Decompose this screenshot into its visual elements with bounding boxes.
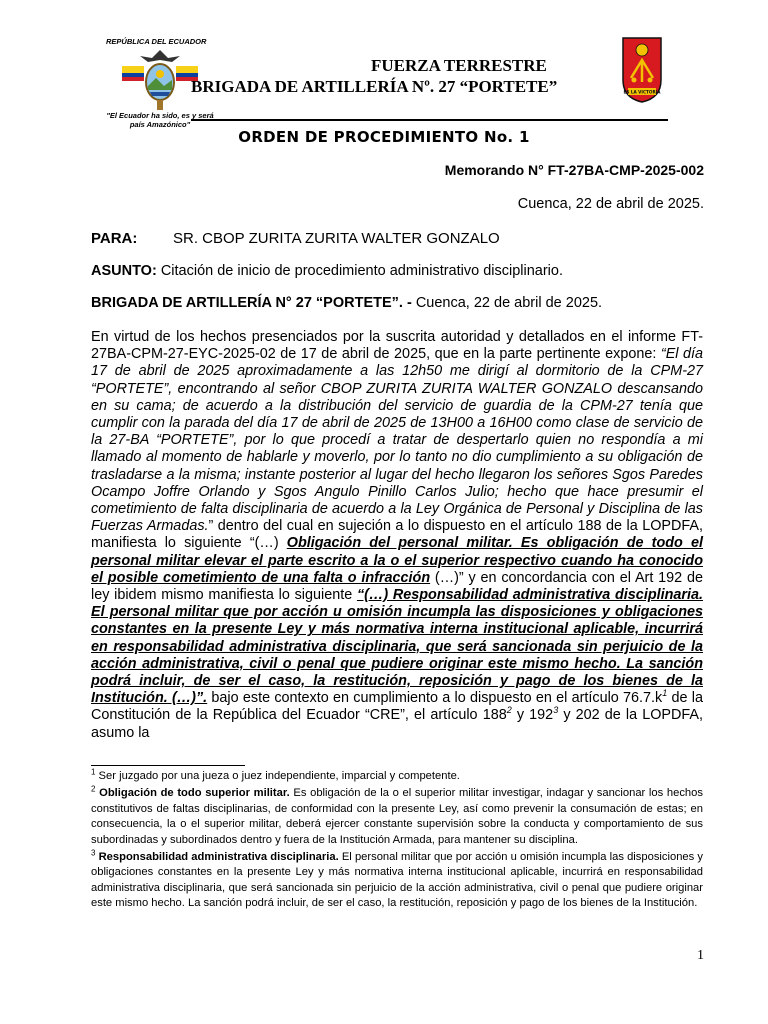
body-art192-quote: “(…) Responsabilidad administrativa disciplinaria. El personal militar que por acción u omisión incumpla las disposiciones y obligaciones constantes en la presente Ley y más normativa interna institucional aplicable, incurrirá en responsabilidad administrativa disciplinaria, que será sancionada sin perjuicio de la acción administrativa, civil o penal que pudiere originar este mismo hecho. La sanción podrá incluir, de ser el caso, la restitución, reposición y pago de los bienes de la Institución. (…)”. xyxy=(91,587,703,707)
footnote-3-heading: Responsabilidad administrativa disciplinaria. xyxy=(95,851,339,864)
footnote-ref-2: 2 xyxy=(506,705,512,716)
body-tail3: y 192 xyxy=(511,707,554,724)
header-fuerza-terrestre: FUERZA TERRESTRE xyxy=(371,56,547,75)
asunto-value: Citación de inicio de procedimiento administrativo disciplinario. xyxy=(156,263,563,279)
footnotes xyxy=(91,769,703,914)
ecuador-coat-of-arms-icon xyxy=(118,46,202,112)
body-mid: ” dentro del cual en sujeción a lo dispuesto en el artículo 188 de la LOPDFA, manifiesta lo siguiente “(…) xyxy=(91,518,703,552)
footnote-2-number: 2 xyxy=(91,784,96,794)
para-recipient: SR. CBOP ZURITA ZURITA WALTER GONZALO xyxy=(173,230,500,247)
header-brigada: BRIGADA DE ARTILLERÍA Nº. 27 “PORTETE” xyxy=(191,77,558,96)
body-tail2: de la Constitución de la República del Ecuador “CRE”, el artículo xyxy=(91,690,703,724)
footnote-separator xyxy=(91,765,245,766)
article-188: 188 xyxy=(482,707,507,724)
brigada-label: BRIGADA DE ARTILLERÍA N° 27 “PORTETE”. - xyxy=(91,295,412,311)
footnote-2 xyxy=(91,786,703,848)
body-tail4: y 202 de la LOPDFA, asumo la xyxy=(91,707,704,741)
footnote-ref-1: 1 xyxy=(662,688,668,699)
body-after188: (…)” y en concordancia con el Art 192 de ley ibidem mismo manifiesta lo siguiente xyxy=(91,569,703,604)
asunto-label: ASUNTO: xyxy=(91,263,157,279)
body-report-quote: “El día 17 de abril de 2025 aproximadamente a las 12h50 me dirigí al dormitorio de la CPM-27 “PORTETE”, encontrando al señor CBOP ZURITA ZURITA WALTER GONZALO descansando en su cama; de acuerdo a la distribución del servicio de guardia de la CPM-27 tenía que cumplir con la parada del día 17 de abril de 2025 de 13H00 a 16H00 como clase de servicio de la 27-BA “PORTETE”, por lo que procedí a tratar de despertarlo quien no respondía a mi llamado al momento de hablarle y moverlo, por lo tanto no dio cumplimiento a su obligación de trasladarse a la misma; instante posterior al lugar del hecho llegaron los señores Sgos Paredes Ocampo Joffre Orlando y Sgos Angulo Pinillo Carlos Julio; hecho que hace presumir el cometimiento de falta disciplinaria de acuerdo a la Ley Orgánica de Personal y Disciplina de las Fuerzas Armadas. xyxy=(91,346,704,535)
brigada-line xyxy=(91,295,711,311)
header-divider xyxy=(191,119,668,121)
document-date: Cuenca, 22 de abril de 2025. xyxy=(517,196,704,212)
footnote-1-text: Ser juzgado por una jueza o juez independiente, imparcial y competente. xyxy=(95,770,460,782)
motto: "El Ecuador ha sido, es y será país Amazónico" xyxy=(106,111,214,129)
body-paragraph xyxy=(91,329,703,742)
document-title: ORDEN DE PROCEDIMIENTO No. 1 xyxy=(238,128,530,146)
body-art188-quote: Obligación del personal militar. Es obligación de todo el personal militar elevar el parte escrito a la o el superior respectivo cuando ha conocido el posible cometimiento de una falta o infracción xyxy=(91,535,703,586)
memo-number: Memorando N° FT-27BA-CMP-2025-002 xyxy=(444,162,704,178)
footnote-2-heading: Obligación de todo superior militar. xyxy=(95,787,290,800)
page-number: 1 xyxy=(697,948,704,963)
footnote-1-number: 1 xyxy=(91,767,96,777)
footnote-3 xyxy=(91,850,703,912)
footnote-3-text: El personal militar que por acción u omisión incumpla las disposiciones y obligaciones constantes en la presente Ley y más normativa interna institucional aplicable, incurrirá en responsabilidad administrativa disciplinaria, que será sancionada sin perjuicio de la acción administrativa, civil o penal que pudiere originar este mismo hecho. La sanción podrá incluir, de ser el caso, la restitución, reposición y pago de los bienes de la Institución. xyxy=(91,851,703,910)
footnote-3-number: 3 xyxy=(91,848,96,858)
footnote-1 xyxy=(91,769,703,784)
brigade-badge-icon xyxy=(621,36,663,104)
para-label: PARA: xyxy=(91,230,138,247)
republic-label: REPÚBLICA DEL ECUADOR xyxy=(106,37,207,46)
body-tail1: bajo este contexto en cumplimiento a lo dispuesto en el artículo 76.7.k xyxy=(207,690,663,707)
asunto-line xyxy=(91,263,711,279)
footnote-2-text: Es obligación de la o el superior militar investigar, indagar y sancionar los hechos constitutivos de faltas disciplinarias, de conformidad con la presente Ley, así como prevenir la consumación de estas; en consecuencia, la o el superior militar, deberá ejercer constante supervisión sobre la conducta y comportamiento de sus subordinadas y subordinados dentro y fuera de la Institución Armada, para mantener su disciplina. xyxy=(91,787,703,846)
footnote-ref-3: 3 xyxy=(553,705,559,716)
brigada-date: Cuenca, 22 de abril de 2025. xyxy=(411,295,603,311)
body-intro: En virtud de los hechos presenciados por la suscrita autoridad y detallados en el informe FT-27BA-CPM-27-EYC-2025-02 de 17 de abril de 2025, que en la parte pertinente expone: xyxy=(91,329,703,363)
badge-label: ES LA VICTORIA xyxy=(623,89,661,95)
